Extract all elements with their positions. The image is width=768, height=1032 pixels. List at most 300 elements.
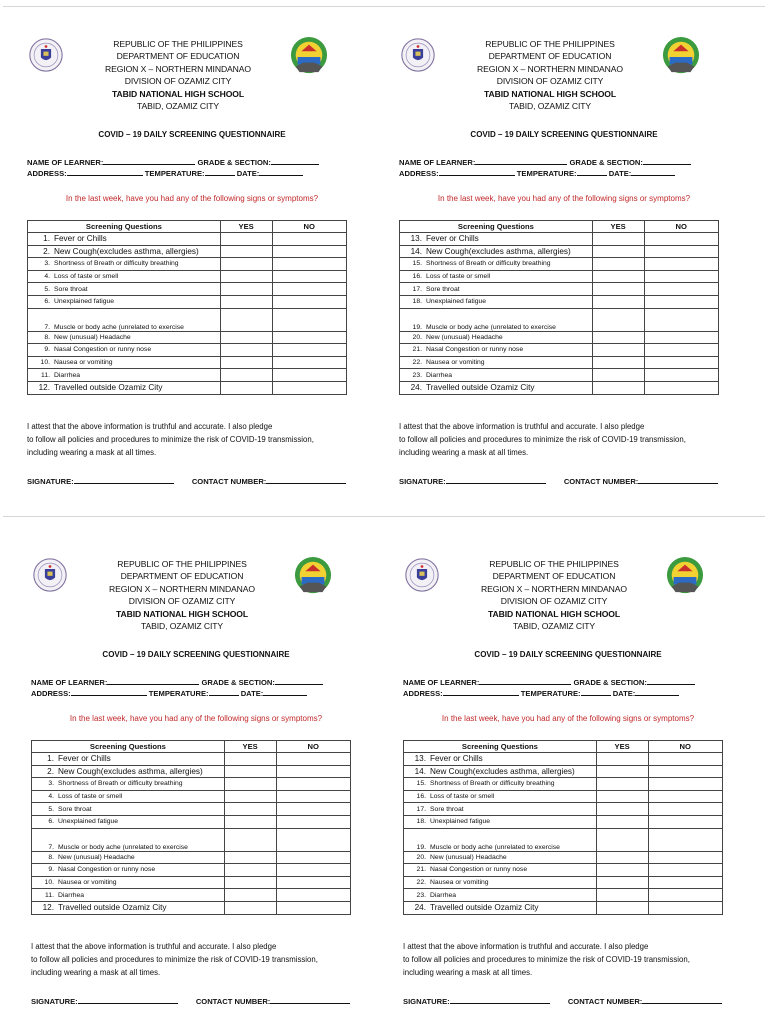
no-answer-cell[interactable]: [276, 864, 351, 877]
question-text: Travelled outside Ozamiz City: [430, 903, 539, 913]
no-answer-cell[interactable]: [644, 245, 719, 258]
question-text: Loss of taste or smell: [426, 273, 491, 281]
header-school-address: TABID, OZAMIZ CITY: [512, 621, 596, 632]
question-text: Loss of taste or smell: [58, 793, 123, 801]
date-field[interactable]: [631, 167, 675, 176]
yes-answer-cell[interactable]: [596, 864, 648, 877]
table-row: [28, 270, 347, 283]
no-answer-cell[interactable]: [276, 803, 351, 816]
yes-answer-cell[interactable]: [592, 331, 644, 344]
table-row: [404, 864, 723, 877]
no-answer-cell[interactable]: [648, 753, 723, 766]
question-text: New (unusual) Headache: [426, 333, 503, 341]
table-row: [400, 356, 719, 369]
no-answer-cell[interactable]: [272, 356, 347, 369]
question-number: 13.: [414, 754, 426, 764]
yes-answer-cell[interactable]: [596, 901, 648, 914]
question-text: Sore throat: [54, 285, 88, 293]
question-cell: [32, 753, 225, 766]
attest-line: including wearing a mask at all times.: [27, 448, 157, 457]
yes-answer-cell[interactable]: [220, 233, 272, 246]
yes-column-header: YES: [220, 221, 272, 233]
deped-seal-icon: [405, 558, 439, 592]
question-cell: [404, 815, 597, 828]
no-answer-cell[interactable]: [648, 803, 723, 816]
question-cell: [32, 778, 225, 791]
header-republic: REPUBLIC OF THE PHILIPPINES: [489, 559, 619, 569]
form-title: COVID – 19 DAILY SCREENING QUESTIONNAIRE: [98, 130, 286, 139]
table-row: [32, 876, 351, 889]
contact-number-field[interactable]: [642, 995, 722, 1004]
no-answer-cell[interactable]: [272, 258, 347, 271]
no-answer-cell[interactable]: [644, 344, 719, 357]
header-department: DEPARTMENT OF EDUCATION: [120, 571, 244, 582]
signature-row: [31, 995, 350, 1006]
question-number: 2.: [47, 766, 54, 776]
grade-label: GRADE & SECTION:: [569, 158, 643, 167]
table-row: [32, 851, 351, 864]
yes-answer-cell[interactable]: [596, 753, 648, 766]
yes-answer-cell[interactable]: [592, 245, 644, 258]
question-number: 23.: [412, 371, 422, 379]
yes-answer-cell[interactable]: [592, 258, 644, 271]
yes-answer-cell[interactable]: [592, 233, 644, 246]
table-row: [32, 803, 351, 816]
yes-answer-cell[interactable]: [596, 876, 648, 889]
screening-table: [403, 740, 723, 915]
question-cell: [404, 778, 597, 791]
no-answer-cell[interactable]: [648, 828, 723, 851]
temperature-field[interactable]: [209, 687, 239, 696]
question-text: Sore throat: [426, 285, 460, 293]
question-text: Nasal Congestion or runny nose: [430, 866, 528, 874]
no-answer-cell[interactable]: [272, 283, 347, 296]
no-answer-cell[interactable]: [272, 270, 347, 283]
no-answer-cell[interactable]: [272, 295, 347, 308]
question-number: 8.: [44, 333, 50, 341]
yes-answer-cell[interactable]: [592, 356, 644, 369]
question-text: Nausea or vomiting: [426, 359, 485, 367]
yes-answer-cell[interactable]: [224, 778, 276, 791]
yes-answer-cell[interactable]: [592, 295, 644, 308]
table-row: [400, 283, 719, 296]
address-field[interactable]: [67, 167, 143, 176]
grade-label: GRADE & SECTION:: [573, 678, 647, 687]
attest-line: I attest that the above information is truthful and accurate. I also pledge: [403, 942, 649, 951]
question-number: 1.: [43, 234, 50, 244]
question-cell: [400, 258, 593, 271]
sheet-edge-middle: [3, 516, 765, 517]
learner-info-row: [31, 676, 323, 687]
question-cell: [28, 258, 221, 271]
yes-answer-cell[interactable]: [596, 815, 648, 828]
no-answer-cell[interactable]: [648, 889, 723, 902]
header-region: REGION X – NORTHERN MINDANAO: [108, 583, 256, 594]
signature-label: SIGNATURE:: [31, 997, 78, 1006]
date-field[interactable]: [259, 167, 303, 176]
address-label: ADDRESS:: [27, 169, 67, 178]
question-cell: [28, 295, 221, 308]
question-text: New (unusual) Headache: [54, 333, 131, 341]
table-row: [400, 381, 719, 394]
table-row: [28, 381, 347, 394]
school-logo-icon: [290, 36, 328, 76]
yes-answer-cell[interactable]: [224, 864, 276, 877]
no-column-header: NO: [272, 221, 347, 233]
question-number: 6.: [44, 298, 50, 306]
signature-field[interactable]: [78, 995, 178, 1004]
no-answer-cell[interactable]: [272, 369, 347, 382]
yes-answer-cell[interactable]: [224, 753, 276, 766]
yes-answer-cell[interactable]: [224, 765, 276, 778]
name-field[interactable]: [475, 156, 567, 165]
grade-section-field[interactable]: [271, 156, 319, 165]
yes-answer-cell[interactable]: [592, 369, 644, 382]
yes-answer-cell[interactable]: [220, 308, 272, 331]
question-number: 17.: [412, 285, 422, 293]
signature-row: [403, 995, 722, 1006]
table-row: [32, 765, 351, 778]
table-row: [404, 889, 723, 902]
yes-answer-cell[interactable]: [220, 369, 272, 382]
no-answer-cell[interactable]: [648, 765, 723, 778]
no-answer-cell[interactable]: [276, 778, 351, 791]
signature-field[interactable]: [446, 475, 546, 484]
no-answer-cell[interactable]: [644, 295, 719, 308]
yes-answer-cell[interactable]: [596, 803, 648, 816]
no-answer-cell[interactable]: [648, 864, 723, 877]
no-answer-cell[interactable]: [272, 233, 347, 246]
date-label: DATE:: [612, 689, 636, 698]
question-number: 16.: [412, 273, 422, 281]
form-title: COVID – 19 DAILY SCREENING QUESTIONNAIRE: [474, 650, 662, 659]
yes-answer-cell[interactable]: [220, 270, 272, 283]
address-field[interactable]: [439, 167, 515, 176]
question-text: Loss of taste or smell: [430, 793, 495, 801]
question-text: Muscle or body ache (unrelated to exercise: [54, 323, 184, 331]
question-cell: [32, 851, 225, 864]
attestation-text: [403, 940, 743, 979]
question-cell: [32, 790, 225, 803]
deped-seal-icon: [29, 38, 63, 72]
temperature-label: TEMPERATURE:: [520, 689, 581, 698]
question-number: 18.: [412, 298, 422, 306]
no-answer-cell[interactable]: [644, 270, 719, 283]
question-cell: [400, 270, 593, 283]
question-column-header: Screening Questions: [400, 221, 593, 233]
question-cell: [28, 283, 221, 296]
attestation-text: [399, 420, 739, 459]
no-answer-cell[interactable]: [276, 815, 351, 828]
question-number: 20.: [412, 333, 422, 341]
no-answer-cell[interactable]: [272, 245, 347, 258]
questions-body: [32, 753, 351, 915]
yes-answer-cell[interactable]: [220, 283, 272, 296]
question-number: 8.: [48, 853, 54, 861]
school-logo-icon: [294, 556, 332, 596]
question-number: 23.: [416, 891, 426, 899]
no-answer-cell[interactable]: [644, 233, 719, 246]
question-number: 20.: [416, 853, 426, 861]
question-number: 19.: [416, 843, 426, 851]
form-title: COVID – 19 DAILY SCREENING QUESTIONNAIRE: [470, 130, 658, 139]
yes-answer-cell[interactable]: [596, 765, 648, 778]
table-row: [28, 295, 347, 308]
question-number: 4.: [44, 273, 50, 281]
yes-answer-cell[interactable]: [224, 889, 276, 902]
no-answer-cell[interactable]: [648, 778, 723, 791]
no-answer-cell[interactable]: [648, 815, 723, 828]
question-number: 19.: [412, 323, 422, 331]
yes-answer-cell[interactable]: [592, 270, 644, 283]
no-answer-cell[interactable]: [276, 851, 351, 864]
header-region: REGION X – NORTHERN MINDANAO: [104, 63, 252, 74]
table-row: [404, 803, 723, 816]
question-text: Diarrhea: [58, 891, 85, 899]
question-number: 12.: [42, 903, 54, 913]
table-row: [404, 815, 723, 828]
question-text: Unexplained fatigue: [58, 818, 119, 826]
name-label: NAME OF LEARNER:: [399, 158, 476, 167]
table-row: [400, 369, 719, 382]
question-cell: [400, 381, 593, 394]
contact-number-field[interactable]: [638, 475, 718, 484]
screening-form: [376, 520, 760, 1032]
no-answer-cell[interactable]: [276, 889, 351, 902]
contact-number-field[interactable]: [270, 995, 350, 1004]
header-department: DEPARTMENT OF EDUCATION: [488, 51, 612, 62]
question-text: Muscle or body ache (unrelated to exercise: [58, 843, 188, 851]
yes-answer-cell[interactable]: [220, 258, 272, 271]
question-cell: [404, 790, 597, 803]
no-column-header: NO: [644, 221, 719, 233]
grade-section-field[interactable]: [275, 676, 323, 685]
question-cell: [400, 295, 593, 308]
header-division: DIVISION OF OZAMIZ CITY: [496, 76, 604, 87]
no-answer-cell[interactable]: [644, 356, 719, 369]
question-number: 22.: [412, 359, 422, 367]
no-answer-cell[interactable]: [648, 876, 723, 889]
attest-line: to follow all policies and procedures to minimize the risk of COVID-19 transmission,: [31, 955, 318, 964]
no-answer-cell[interactable]: [272, 331, 347, 344]
question-cell: [28, 331, 221, 344]
no-answer-cell[interactable]: [276, 828, 351, 851]
question-number: 7.: [48, 843, 54, 851]
no-answer-cell[interactable]: [644, 369, 719, 382]
symptoms-prompt: In the last week, have you had any of the following signs or symptoms?: [65, 194, 319, 203]
yes-answer-cell[interactable]: [596, 828, 648, 851]
address-field[interactable]: [443, 687, 519, 696]
question-text: Unexplained fatigue: [426, 298, 487, 306]
yes-answer-cell[interactable]: [220, 331, 272, 344]
yes-answer-cell[interactable]: [220, 381, 272, 394]
question-column-header: Screening Questions: [404, 741, 597, 753]
no-answer-cell[interactable]: [272, 381, 347, 394]
grade-section-field[interactable]: [647, 676, 695, 685]
no-answer-cell[interactable]: [644, 308, 719, 331]
yes-answer-cell[interactable]: [224, 851, 276, 864]
table-row: [28, 245, 347, 258]
question-number: 3.: [48, 780, 54, 788]
question-number: 15.: [416, 780, 426, 788]
no-answer-cell[interactable]: [648, 901, 723, 914]
question-number: 18.: [416, 818, 426, 826]
screening-form: [0, 0, 384, 512]
no-answer-cell[interactable]: [644, 283, 719, 296]
header-department: DEPARTMENT OF EDUCATION: [116, 51, 240, 62]
header-region: REGION X – NORTHERN MINDANAO: [480, 583, 628, 594]
question-number: 3.: [44, 260, 50, 268]
table-row: [400, 233, 719, 246]
table-row: [32, 778, 351, 791]
question-cell: [32, 815, 225, 828]
yes-answer-cell[interactable]: [596, 889, 648, 902]
signature-field[interactable]: [450, 995, 550, 1004]
yes-answer-cell[interactable]: [224, 815, 276, 828]
question-cell: [400, 233, 593, 246]
question-text: Sore throat: [430, 805, 464, 813]
question-text: Shortness of Breath or difficulty breathing: [430, 780, 555, 788]
no-column-header: NO: [648, 741, 723, 753]
question-number: 10.: [40, 359, 50, 367]
no-answer-cell[interactable]: [276, 790, 351, 803]
date-label: DATE:: [240, 689, 264, 698]
question-number: 14.: [414, 766, 426, 776]
no-answer-cell[interactable]: [648, 851, 723, 864]
attest-line: to follow all policies and procedures to minimize the risk of COVID-19 transmission,: [27, 435, 314, 444]
header-department: DEPARTMENT OF EDUCATION: [492, 571, 616, 582]
no-answer-cell[interactable]: [644, 331, 719, 344]
no-answer-cell[interactable]: [276, 765, 351, 778]
no-answer-cell[interactable]: [644, 381, 719, 394]
date-field[interactable]: [635, 687, 679, 696]
question-cell: [32, 864, 225, 877]
yes-answer-cell[interactable]: [592, 308, 644, 331]
header-republic: REPUBLIC OF THE PHILIPPINES: [485, 39, 615, 49]
question-number: 11.: [41, 371, 50, 379]
yes-answer-cell[interactable]: [220, 344, 272, 357]
question-text: Sore throat: [58, 805, 92, 813]
table-row: [32, 815, 351, 828]
yes-answer-cell[interactable]: [220, 295, 272, 308]
school-logo-icon: [662, 36, 700, 76]
table-row: [404, 753, 723, 766]
table-row: [404, 901, 723, 914]
attestation-text: [31, 940, 371, 979]
contact-label: CONTACT NUMBER:: [563, 477, 639, 486]
yes-answer-cell[interactable]: [220, 356, 272, 369]
temperature-field[interactable]: [581, 687, 611, 696]
yes-answer-cell[interactable]: [592, 283, 644, 296]
table-row: [404, 765, 723, 778]
question-cell: [400, 344, 593, 357]
question-cell: [400, 245, 593, 258]
signature-row: [27, 475, 346, 486]
question-number: 9.: [44, 346, 50, 354]
table-row: [32, 889, 351, 902]
attest-line: I attest that the above information is truthful and accurate. I also pledge: [399, 422, 645, 431]
yes-answer-cell[interactable]: [596, 790, 648, 803]
contact-number-field[interactable]: [266, 475, 346, 484]
question-cell: [404, 864, 597, 877]
table-row: [28, 308, 347, 331]
temperature-field[interactable]: [205, 167, 235, 176]
grade-section-field[interactable]: [643, 156, 691, 165]
yes-answer-cell[interactable]: [224, 803, 276, 816]
question-cell: [404, 851, 597, 864]
yes-answer-cell[interactable]: [224, 790, 276, 803]
table-row: [400, 245, 719, 258]
address-info-row: [399, 167, 675, 178]
yes-answer-cell[interactable]: [224, 876, 276, 889]
no-answer-cell[interactable]: [644, 258, 719, 271]
question-number: 11.: [45, 891, 54, 899]
yes-answer-cell[interactable]: [596, 778, 648, 791]
name-field[interactable]: [103, 156, 195, 165]
question-column-header: Screening Questions: [28, 221, 221, 233]
question-text: Nausea or vomiting: [430, 879, 489, 887]
question-number: 1.: [47, 754, 54, 764]
address-label: ADDRESS:: [403, 689, 443, 698]
yes-answer-cell[interactable]: [596, 851, 648, 864]
yes-answer-cell[interactable]: [592, 381, 644, 394]
question-cell: [28, 245, 221, 258]
school-logo-icon: [666, 556, 704, 596]
address-field[interactable]: [71, 687, 147, 696]
question-number: 24.: [414, 903, 426, 913]
date-label: DATE:: [236, 169, 260, 178]
name-field[interactable]: [107, 676, 199, 685]
no-answer-cell[interactable]: [276, 753, 351, 766]
screening-form: [372, 0, 756, 512]
yes-answer-cell[interactable]: [224, 901, 276, 914]
header-division: DIVISION OF OZAMIZ CITY: [124, 76, 232, 87]
question-text: Nasal Congestion or runny nose: [426, 346, 524, 354]
attest-line: including wearing a mask at all times.: [403, 968, 533, 977]
no-answer-cell[interactable]: [276, 876, 351, 889]
no-answer-cell[interactable]: [272, 344, 347, 357]
question-cell: [28, 369, 221, 382]
attest-line: including wearing a mask at all times.: [399, 448, 529, 457]
table-row: [32, 864, 351, 877]
question-cell: [400, 356, 593, 369]
header-region: REGION X – NORTHERN MINDANAO: [476, 63, 624, 74]
question-number: 5.: [44, 285, 50, 293]
table-row: [404, 778, 723, 791]
table-row: [400, 344, 719, 357]
attest-line: to follow all policies and procedures to minimize the risk of COVID-19 transmission,: [403, 955, 690, 964]
no-answer-cell[interactable]: [648, 790, 723, 803]
no-answer-cell[interactable]: [272, 308, 347, 331]
yes-answer-cell[interactable]: [592, 344, 644, 357]
temperature-field[interactable]: [577, 167, 607, 176]
question-cell: [28, 356, 221, 369]
question-number: 12.: [38, 383, 50, 393]
signature-field[interactable]: [74, 475, 174, 484]
question-cell: [28, 381, 221, 394]
table-row: [32, 828, 351, 851]
yes-answer-cell[interactable]: [220, 245, 272, 258]
date-field[interactable]: [263, 687, 307, 696]
yes-column-header: YES: [592, 221, 644, 233]
screening-table: [399, 220, 719, 395]
no-answer-cell[interactable]: [276, 901, 351, 914]
table-row: [404, 876, 723, 889]
no-column-header: NO: [276, 741, 351, 753]
yes-answer-cell[interactable]: [224, 828, 276, 851]
table-header-row: [28, 221, 347, 233]
name-field[interactable]: [479, 676, 571, 685]
